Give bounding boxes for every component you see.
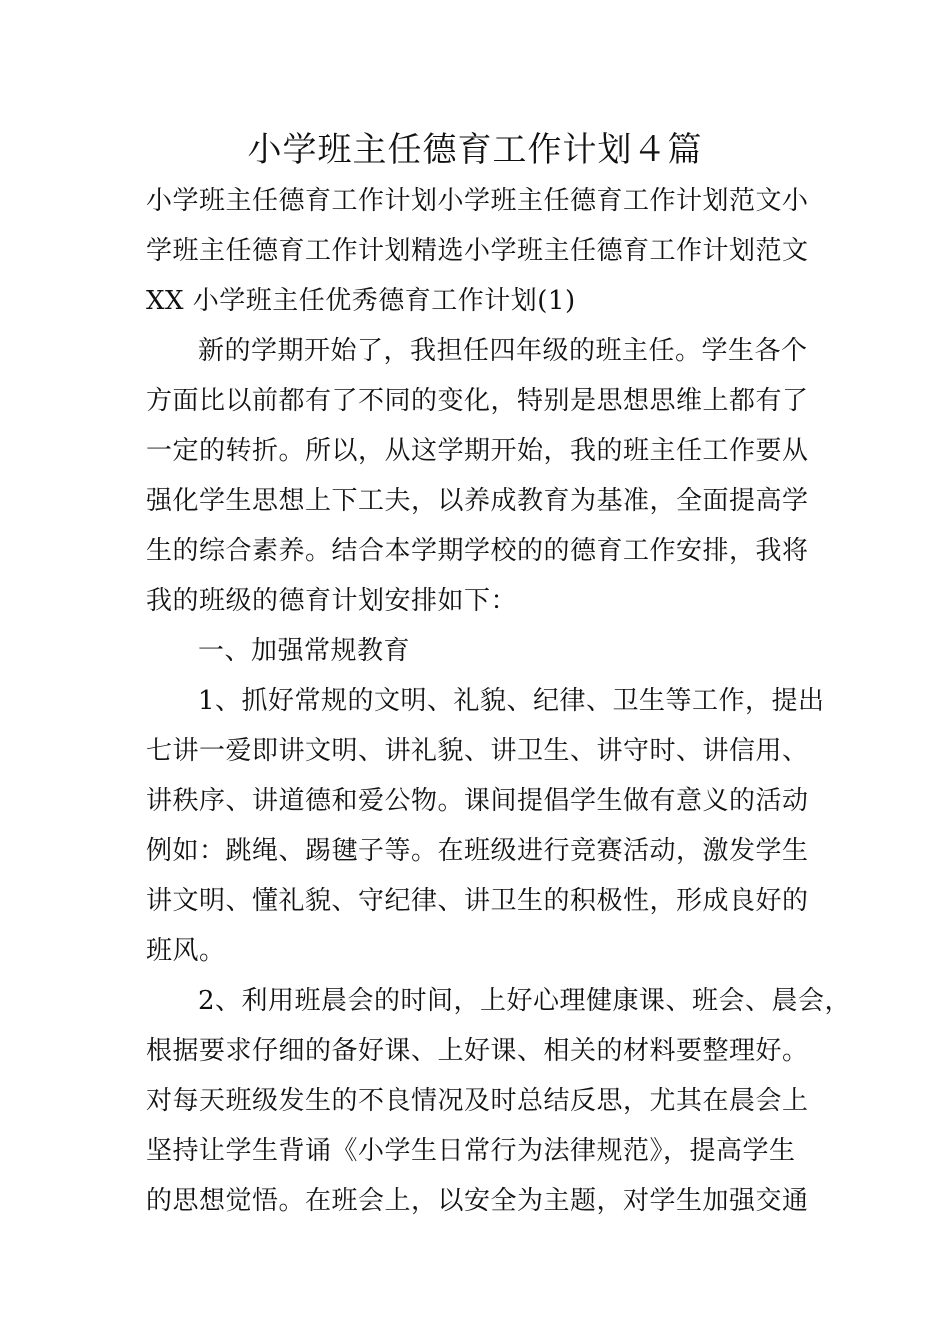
section-heading: 一、加强常规教育 bbox=[198, 636, 411, 666]
body-line: 例如：跳绳、踢毽子等。在班级进行竞赛活动，激发学生 bbox=[146, 836, 809, 866]
body-line: 根据要求仔细的备好课、上好课、相关的材料要整理好。 bbox=[146, 1036, 809, 1066]
body-line: 学班主任德育工作计划精选小学班主任德育工作计划范文 bbox=[146, 236, 809, 266]
paragraph-start-line: 2、利用班晨会的时间，上好心理健康课、班会、晨会， bbox=[198, 986, 852, 1016]
body-line: 对每天班级发生的不良情况及时总结反思，尤其在晨会上 bbox=[146, 1086, 809, 1116]
document-body bbox=[146, 176, 852, 1226]
body-line: 方面比以前都有了不同的变化，特别是思想思维上都有了 bbox=[146, 386, 809, 416]
paragraph-start-line: 1、抓好常规的文明、礼貌、纪律、卫生等工作，提出 bbox=[198, 686, 825, 716]
body-line: 强化学生思想上下工夫，以养成教育为基准，全面提高学 bbox=[146, 486, 809, 516]
body-line: 班风。 bbox=[146, 936, 226, 966]
body-line: 七讲一爱即讲文明、讲礼貌、讲卫生、讲守时、讲信用、 bbox=[146, 736, 809, 766]
body-line: 讲秩序、讲道德和爱公物。课间提倡学生做有意义的活动 bbox=[146, 786, 809, 816]
body-line: 的思想觉悟。在班会上，以安全为主题，对学生加强交通 bbox=[146, 1186, 809, 1216]
body-line: XX 小学班主任优秀德育工作计划(1) bbox=[146, 286, 576, 316]
document-title: 小学班主任德育工作计划４篇 bbox=[247, 130, 703, 170]
body-line: 坚持让学生背诵《小学生日常行为法律规范》，提高学生 bbox=[146, 1136, 796, 1166]
body-line: 我的班级的德育计划安排如下： bbox=[146, 586, 518, 616]
body-line: 小学班主任德育工作计划小学班主任德育工作计划范文小 bbox=[146, 186, 809, 216]
body-line: 生的综合素养。结合本学期学校的的德育工作安排，我将 bbox=[146, 536, 809, 566]
body-line: 一定的转折。所以，从这学期开始，我的班主任工作要从 bbox=[146, 436, 809, 466]
body-line: 讲文明、懂礼貌、守纪律、讲卫生的积极性，形成良好的 bbox=[146, 886, 809, 916]
paragraph-start-line: 新的学期开始了，我担任四年级的班主任。学生各个 bbox=[198, 336, 808, 366]
